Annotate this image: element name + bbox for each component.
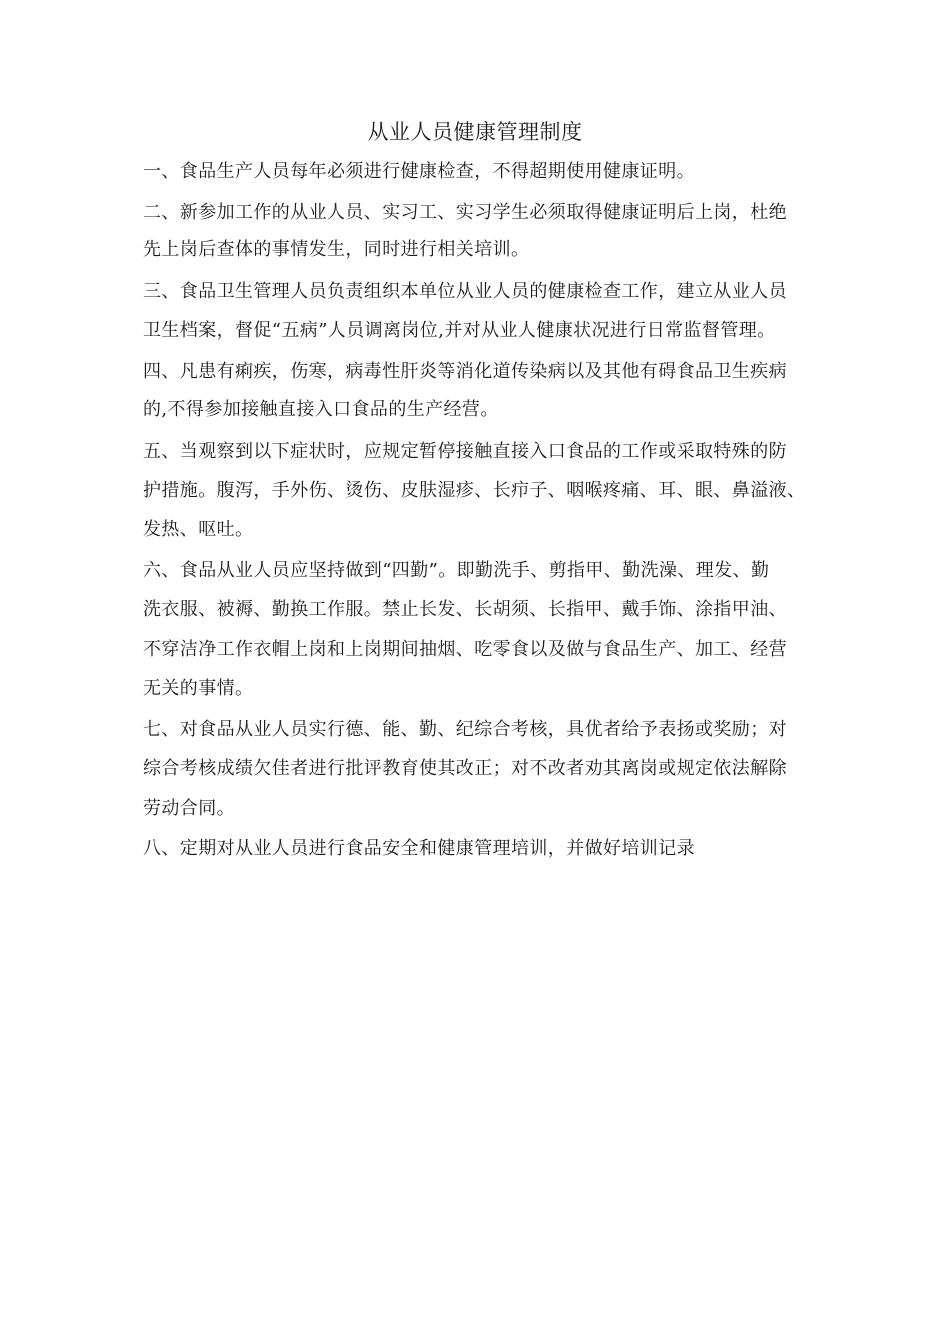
text-line: 的,不得参加接触直接入口食品的生产经营。 [143,399,499,420]
text-line: 综合考核成绩欠佳者进行批评教育使其改正；对不改者劝其离岗或规定依法解除 [143,758,787,779]
text-line: 一、食品生产人员每年必须进行健康检查，不得超期使用健康证明。 [143,161,695,182]
text-line: 先上岗后查体的事情发生，同时进行相关培训。 [143,239,530,260]
text-line: 发热、呕吐。 [143,519,254,540]
text-line: 三、食品卫生管理人员负责组织本单位从业人员的健康检查工作，建立从业人员 [143,281,787,302]
text-line: 六、食品从业人员应坚持做到“四勤”。即勤洗手、剪指甲、勤洗澡、理发、勤 [143,560,770,581]
text-line: 卫生档案，督促“五病”人员调离岗位,并对从业人健康状况进行日常监督管理。 [143,320,776,341]
document-title: 从业人员健康管理制度 [367,120,583,144]
text-line: 不穿洁净工作衣帽上岗和上岗期间抽烟、吃零食以及做与食品生产、加工、经营 [143,639,787,660]
text-line: 二、新参加工作的从业人员、实习工、实习学生必须取得健康证明后上岗，杜绝 [143,202,787,223]
text-line: 四、凡患有痢疾，伤寒，病毒性肝炎等消化道传染病以及其他有碍食品卫生疾病 [143,361,787,382]
text-line: 护措施。腹泻，手外伤、烫伤、皮肤湿疹、长疖子、咽喉疼痛、耳、眼、鼻溢液、 [143,480,806,501]
text-line: 七、对食品从业人员实行德、能、勤、纪综合考核，具优者给予表扬或奖励；对 [143,719,787,740]
text-line: 无关的事情。 [143,678,254,699]
text-line: 八、定期对从业人员进行食品安全和健康管理培训，并做好培训记录 [143,838,695,859]
text-line: 五、当观察到以下症状时，应规定暂停接触直接入口食品的工作或采取特殊的防 [143,441,787,462]
text-line: 洗衣服、被褥、勤换工作服。禁止长发、长胡须、长指甲、戴手饰、涂指甲油、 [143,599,787,620]
text-line: 劳动合同。 [143,798,235,819]
